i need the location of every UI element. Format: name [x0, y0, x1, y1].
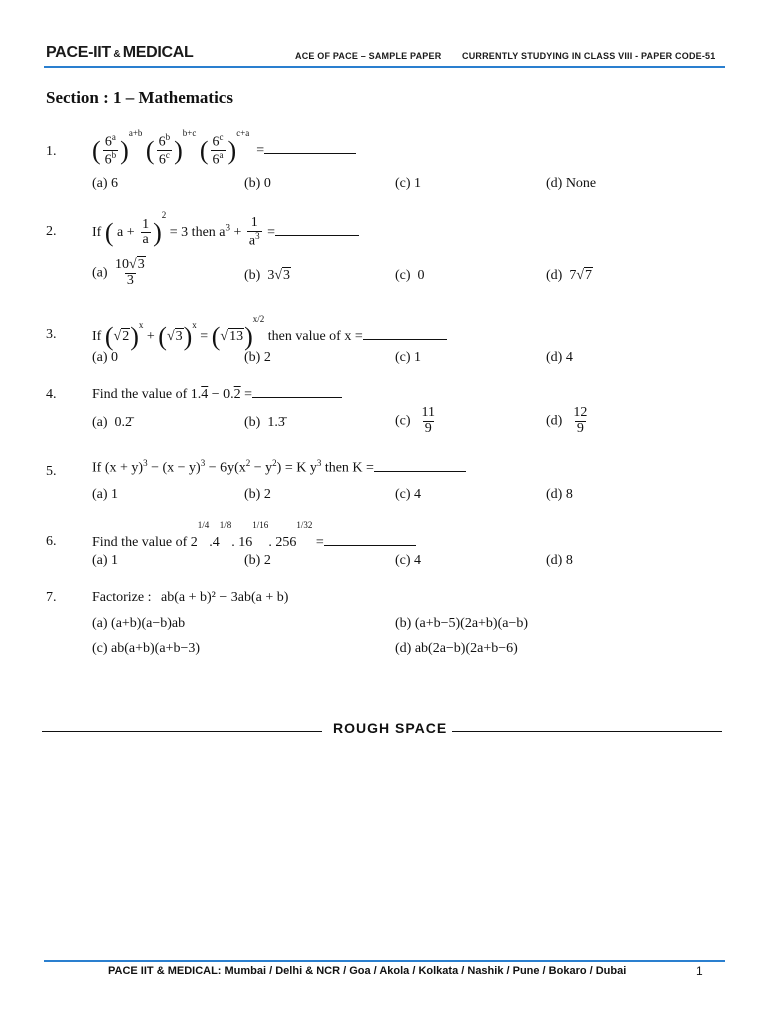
option-b: (b) 2 — [244, 350, 271, 365]
option-c: (c) $\frac{11}{9}$ — [395, 405, 436, 436]
option-a: (a) 6 — [92, 176, 119, 191]
option-b: (b) 2 — [244, 553, 271, 568]
question-6-expression: Find the value of $2^{1/4}.4^{1/8}$. $16^{1/16}$. $256^{1/32}$ = — [92, 520, 416, 551]
option-d: (d) 7√7 — [546, 268, 593, 283]
question-number: 5. — [46, 464, 57, 479]
header-rule — [44, 66, 725, 68]
option-b: (b) 3√3 — [244, 268, 291, 283]
option-a: (a) 1 — [92, 553, 119, 568]
option-c: (c) 1 — [395, 176, 422, 191]
logo-amp: & — [110, 49, 123, 60]
option-d: (d) 8 — [546, 553, 573, 568]
option-label: (b) — [244, 268, 261, 283]
logo — [46, 44, 194, 62]
rough-space-rule-left — [42, 731, 322, 732]
question-suffix: then K = — [324, 460, 374, 476]
question-prefix: Find the value of — [92, 387, 188, 402]
question-3-expression: If $(√2)^x + (√3)^x = (√13)^{x/2}$ then value of x = — [92, 314, 447, 350]
option-a: (a) 1 — [92, 487, 119, 502]
option-d: (d) 8 — [546, 487, 573, 502]
paper-info: CURRENTLY STUDYING IN CLASS VIII - PAPER CODE-51 — [462, 51, 716, 61]
option-c: (c) 4 — [395, 553, 422, 568]
fraction-denominator: 9 — [576, 420, 584, 436]
option-label: (d) — [546, 268, 563, 283]
paper-name: ACE OF PACE – SAMPLE PAPER — [295, 51, 442, 61]
option-b: (b) (a+b−5)(2a+b)(a−b) — [395, 616, 529, 631]
rough-space-rule-right — [452, 731, 722, 732]
option-b: (b) 2 — [244, 487, 271, 502]
question-2-expression: If ( a + $\frac{1}{a}$ )$^2$ = 3 then $a^3$ + $\frac{1}{a^3}$ = — [92, 210, 359, 249]
rough-space-label: ROUGH SPACE — [333, 720, 448, 736]
footer-text: PACE IIT & MEDICAL: Mumbai / Delhi & NCR / Goa / Akola / Kolkata / Nashik / Pune / Bokaro / Dubai — [108, 965, 627, 977]
question-number: 6. — [46, 534, 57, 549]
fraction-numerator: 11 — [421, 405, 436, 420]
fraction-denominator: 9 — [424, 420, 432, 436]
question-number: 2. — [46, 224, 57, 239]
question-1-expression: ( $\frac{6^a}{6^b}$ )$^{a+b}$ ( $\frac{6^b}{6^c}$ )$^{b+c}$ ( $\frac{6^c}{6^a}$ )$^{c+a}$ = — [92, 128, 356, 169]
question-7-expression — [92, 590, 288, 606]
logo-tail: MEDICAL — [122, 44, 194, 61]
option-c: (c) 1 — [395, 350, 422, 365]
option-b: (b) 1.3̄ — [244, 415, 285, 430]
option-c: (c) 4 — [395, 487, 422, 502]
question-prefix: If — [92, 460, 102, 476]
option-label: (c) — [395, 268, 411, 283]
question-prefix: Factorize : — [92, 590, 152, 605]
section-title: Section : 1 – Mathematics — [46, 88, 233, 107]
option-d: (d) 4 — [546, 350, 573, 365]
option-a: (a) 0.2̄ — [92, 415, 133, 430]
option-a: (a) $\frac{10√3}{3}$ — [92, 257, 145, 288]
option-value: 0 — [417, 268, 425, 283]
question-suffix: then value of x = — [267, 329, 363, 344]
question-expression-text: ab(a + b)² − 3ab(a + b) — [160, 590, 289, 605]
option-value: 1.3̄ — [267, 415, 285, 430]
fraction-numerator: 12 — [573, 405, 588, 420]
question-number: 1. — [46, 144, 57, 159]
option-a: (a) (a+b)(a−b)ab — [92, 616, 186, 631]
option-c: (c) ab(a+b)(a+b−3) — [92, 641, 201, 656]
question-4-expression: Find the value of 1.4 − 0.2 = — [92, 387, 342, 403]
footer-rule — [44, 960, 725, 962]
option-d: (d) $\frac{12}{9}$ — [546, 405, 588, 436]
question-prefix: Find the value of — [92, 535, 188, 550]
question-mid: = 3 then — [169, 225, 216, 240]
page-number: 1 — [696, 964, 703, 978]
question-number: 4. — [46, 387, 57, 402]
question-prefix: If — [92, 225, 102, 240]
question-number: 7. — [46, 590, 57, 605]
question-number: 3. — [46, 327, 57, 342]
option-value: 0.2̄ — [114, 415, 133, 430]
option-d: (d) None — [546, 176, 597, 191]
option-c — [395, 268, 425, 284]
option-b: (b) 0 — [244, 176, 271, 191]
question-5-expression: If $(x + y)^3 - (x - y)^3 - 6y(x^2 - y^2) = K$ $y^3$ then K = — [92, 458, 466, 477]
option-d: (d) ab(2a−b)(2a+b−6) — [395, 641, 518, 656]
option-a: (a) 0 — [92, 350, 119, 365]
logo-main: PACE-IIT — [46, 44, 111, 61]
option-label: (a) — [92, 265, 108, 281]
question-prefix: If — [92, 329, 102, 344]
